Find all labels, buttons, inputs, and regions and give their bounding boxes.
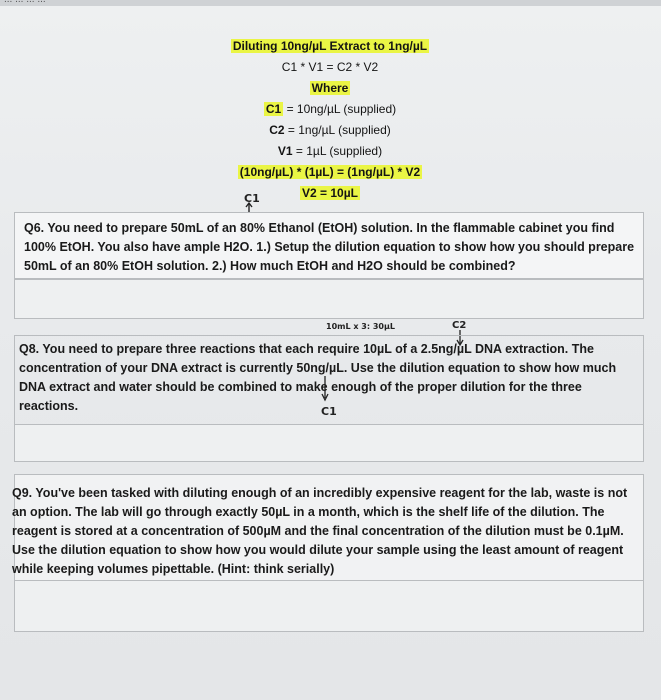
q9-answer-field[interactable] [14,580,644,632]
example-title: Diluting 10ng/µL Extract to 1ng/µL [232,39,428,53]
q6-question: Q6. You need to prepare 50mL of an 80% Ethanol (EtOH) solution. In the flammable cabinet you find 100% EtOH. You also have ample H2O. 1.) Setup the dilution equation to show how you should prepare 50mL of an 80% EtOH solution. 2.) How much EtOH and H2O should be combined? [24,221,635,273]
handwritten-arrow-down-c1-icon [320,376,330,406]
cropped-text [4,0,46,5]
q8-question: Q8. You need to prepare three reactions that each require 10µL of a 2.5ng/µL DNA extraction. The concentration of your DNA extract is currently 50ng/µL. Use the dilution equation to show how much DNA extract and water should be combined to make enough of the proper dilution for the three reactions. [19,342,617,413]
example-v1: V1 = 1µL (supplied) [277,144,383,158]
example-result: V2 = 10µL [302,186,358,200]
q6-answer-field[interactable] [14,279,644,319]
example-c1: C1 = 10ng/µL (supplied) [265,102,397,116]
q8-answer-field[interactable] [14,424,644,462]
example-where: Where [311,81,349,95]
handwritten-q8-c1: C1 [321,405,337,418]
example-substituted: (10ng/µL) * (1µL) = (1ng/µL) * V2 [239,165,421,179]
q9-question: Q9. You've been tasked with diluting enough of an incredibly expensive reagent for the lab, waste is not an option. The lab will go through exactly 50µL in a month, which is the shelf life of the dilution. The reagent is stored at a concentration of 500µM and the final concentration of the dilution must be 0.1µM. Use the dilution equation to show how you would dilute your sample using the least amount of reagent while keeping volumes pipettable. (Hint: think serially) [12,486,628,576]
handwritten-c1-top: C1 [244,192,260,205]
example-c2: C2 = 1ng/µL (supplied) [269,123,391,137]
handwritten-q8-c2: C2 [452,320,467,331]
example-equation: C1 * V1 = C2 * V2 [281,60,379,74]
dilution-example [170,36,490,204]
handwritten-q8-note: 10mL x 3: 30µL [326,322,395,331]
cropped-top-text [0,0,661,6]
